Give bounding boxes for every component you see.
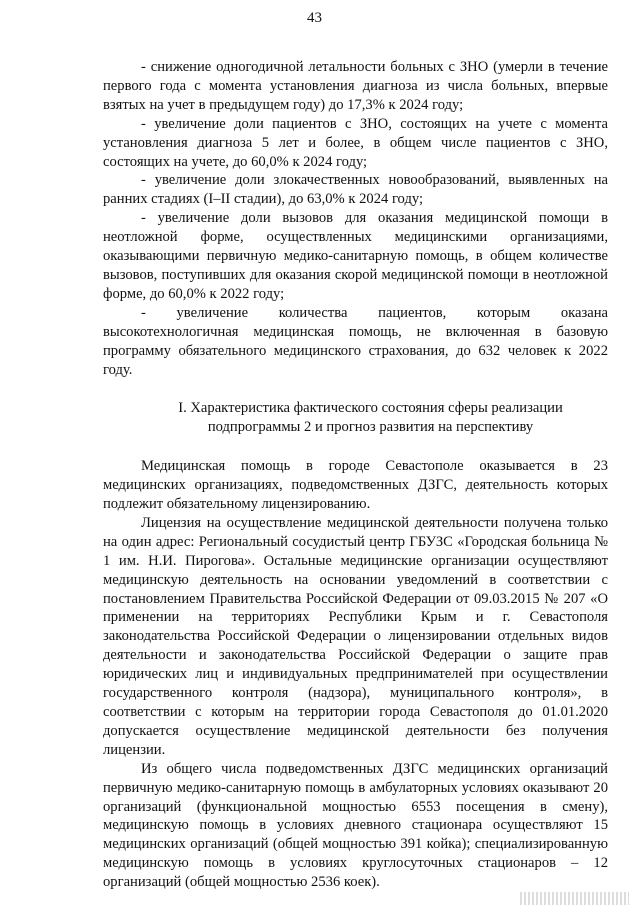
- list-item: - увеличение доли злокачественных новообразований, выявленных на ранних стадиях (I–II стадии), до 63,0% к 2024 году;: [103, 172, 608, 208]
- list-item: - увеличение доли вызовов для оказания медицинской помощи в неотложной форме, осуществленных медицинскими организациями, оказывающими первичную медико-санитарную помощь, в общем количестве вызовов, поступивших для оказания скорой медицинской помощи в неотложной форме, до 60,0% к 2022 году;: [103, 210, 608, 302]
- paragraph: Медицинская помощь в городе Севастополе оказывается в 23 медицинских организациях, подведомственных ДЗГС, деятельность которых подлежит обязательному лицензированию.: [103, 458, 608, 513]
- section-heading-line-2: подпрограммы 2 и прогноз развития на перспективу: [207, 419, 534, 436]
- spacer: [103, 437, 608, 457]
- document-body: [103, 58, 608, 892]
- section-heading-line-1: I. Характеристика фактического состояния сферы реализации: [178, 400, 563, 417]
- paragraph: Лицензия на осуществление медицинской деятельности получена только на один адрес: Региональный сосудистый центр ГБУЗС «Городская больница № 1 им. Н.И. Пирогова». Остальные медицинские организации осуществляют медицинскую деятельность на основании уведомлений в соответствии с постановлением Правительства Российской Федерации от 09.03.2015 № 207 «О применении на территориях Республики Крым и г. Севастополя законодательства Российской Федерации о лицензировании отдельных видов деятельности и законодательства Российской Федерации о защите прав юридических лиц и индивидуальных предпринимателей при осуществлении государственного контроля (надзора), муниципального контроля», в соответствии с которым на территории города Севастополя до 01.01.2020 допускается осуществление медицинской деятельности без получения лицензии.: [103, 514, 608, 758]
- paragraph: Из общего числа подведомственных ДЗГС медицинских организаций первичную медико-санитарную помощь в амбулаторных условиях оказывают 20 организаций (функциональной мощностью 6553 посещения в смену), медицинскую помощь в условиях дневного стационара осуществляют 15 медицинских организаций (общей мощностью 391 койка); специализированную медицинскую помощь в условиях круглосуточных стационаров – 12 организаций (общей мощностью 2536 коек).: [103, 760, 608, 891]
- spacer: [103, 379, 608, 399]
- scan-artifact: [520, 892, 629, 905]
- list-item: - увеличение количества пациентов, которым оказана высокотехнологичная медицинская помощь, не включенная в базовую программу обязательного медицинского страхования, до 632 человек к 2022 году.: [103, 304, 608, 378]
- list-item: - увеличение доли пациентов с ЗНО, состоящих на учете с момента установления диагноза 5 лет и более, в общем числе пациентов с ЗНО, состоящих на учете, до 60,0% к 2024 году;: [103, 115, 608, 170]
- list-item: - снижение одногодичной летальности больных с ЗНО (умерли в течение первого года с момента установления диагноза из числа больных, впервые взятых на учет в предыдущем году) до 17,3% к 2024 году;: [103, 59, 608, 113]
- page-number: 43: [307, 10, 322, 26]
